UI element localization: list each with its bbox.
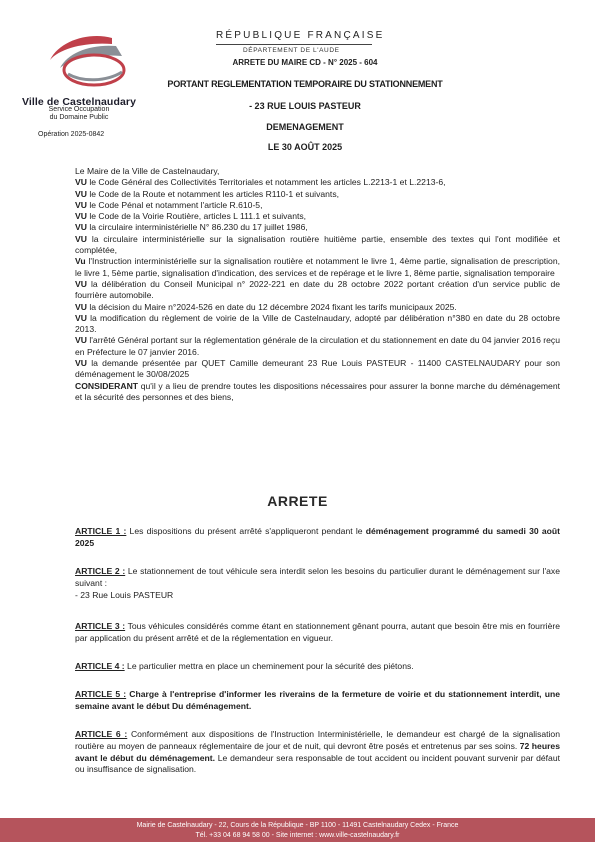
footer-bar (0, 818, 595, 842)
service-name (20, 106, 138, 122)
visa-label: CONSIDERANT (75, 380, 139, 391)
visa-item (75, 234, 560, 257)
visa-item (75, 302, 560, 313)
article-label: ARTICLE 3 : (75, 621, 126, 631)
visa-text: la demande présentée par QUET Camille demeurant 23 Rue Louis PASTEUR - 11400 CASTELNAUDARY pour son déménagement le 30/08/2025 (75, 358, 560, 380)
article-text: Tous véhicules considérés comme étant en stationnement gênant pourra, autant que besoin être mis en fourrière par application du présent arrêté et de la réglementation en vigueur. (75, 621, 561, 643)
article-bold-text: Charge à l'entreprise d'informer les riverains de la fermeture de voirie et du stationnement interdit, une semaine avant le début Du déménagement. (75, 689, 560, 711)
operation-number: Opération 2025-0842 (38, 131, 105, 138)
service-line-2: du Domaine Public (49, 114, 109, 121)
republique-header: RÉPUBLIQUE FRANÇAISE (216, 30, 385, 41)
visa-item (75, 358, 560, 381)
visa-item (75, 335, 560, 358)
article-text: Les dispositions du présent arrêté s'appliqueront pendant le (126, 526, 366, 536)
article-label: ARTICLE 5 : (75, 689, 127, 699)
article-text-end: Le demandeur sera responsable de tout accident ou incident pouvant survenir par défaut ou insuffisance de signalisation. (75, 752, 561, 775)
decree-type: DEMENAGEMENT (266, 122, 344, 132)
article-text: Le stationnement de tout véhicule sera interdit selon les besoins du particulier durant le déménagement sur l'axe suivant : (75, 566, 560, 588)
visas-block (75, 166, 560, 403)
city-name: Ville de Castelnaudary (21, 96, 137, 108)
visa-label: VU (75, 358, 87, 369)
footer-contact: Tél. +33 04 68 94 58 00 - Site internet : www.ville-castelnaudary.fr (195, 831, 400, 839)
decree-number: ARRETE DU MAIRE CD - N° 2025 - 604 (232, 58, 378, 67)
visa-item (75, 200, 560, 211)
visa-text: le Code de la Voirie Routière, articles L 111.1 et suivants, (86, 211, 307, 222)
visa-item (75, 256, 560, 279)
visa-text: le Code Général des Collectivités Territoriales et notamment les articles L.2213-1 et L.2213-6, (86, 177, 446, 188)
visa-text: la délibération du Conseil Municipal n° 2022-221 en date du 28 octobre 2022 portant création d'un service public de fourrière automobile. (75, 278, 560, 301)
article-label: ARTICLE 1 : (75, 526, 127, 536)
visa-label: VU (75, 233, 87, 244)
visa-item (75, 381, 560, 404)
visa-item (75, 189, 560, 200)
article-4 (75, 661, 560, 673)
article-3 (75, 621, 560, 645)
article-5 (75, 689, 560, 713)
visa-text: le Code Pénal et notamment l'article R.610-5, (86, 199, 263, 210)
visa-item (75, 313, 560, 336)
visa-text: qu'il y a lieu de prendre toutes les dispositions nécessaires pour assurer la bonne marche du déménagement et la sécurité des personnes et des biens, (75, 380, 560, 402)
decree-address: - 23 RUE LOUIS PASTEUR (249, 101, 361, 111)
visa-text: l'Instruction interministérielle sur la signalisation routière et notamment le livre 1, 4ème partie, signalisation de prescription, le livre 1, 5ème partie, signalisation d'indication, des services et de repérage et le livre 1, 8ème partie, signalisation temporaire (75, 256, 560, 278)
article-bold-text: 72 heures avant le début du déménagement. (75, 740, 560, 763)
visa-item (75, 279, 560, 302)
visa-label: VU (75, 188, 87, 199)
article-6 (75, 729, 560, 776)
article-2 (75, 566, 560, 601)
article-label: ARTICLE 4 : (75, 661, 125, 671)
visa-label: VU (75, 301, 87, 312)
article-text: Le particulier mettra en place un cheminement pour la sécurité des piétons. (124, 661, 414, 671)
visa-text: la décision du Maire n°2024-526 en date du 12 décembre 2024 fixant les tarifs municipaux 2025. (86, 301, 457, 312)
visa-text: la circulaire interministérielle N° 86.230 du 17 juillet 1986, (86, 222, 308, 233)
header-divider (216, 44, 372, 45)
visa-label: Vu (75, 256, 86, 267)
visa-label: VU (75, 177, 87, 188)
visa-item (75, 211, 560, 222)
article-text: Conformément aux dispositions de l'Instruction Interministérielle, le demandeur est chargé de la signalisation routière au moyen de panneaux réglementaire de jour et de nuit, qui devront être posés et entretenus par ses soins. (75, 729, 560, 751)
visas-list (75, 177, 560, 403)
visa-label: VU (75, 199, 87, 210)
city-logo (42, 30, 134, 96)
departement-header: DÉPARTEMENT DE L'AUDE (243, 47, 340, 54)
service-line-1: Service Occupation (48, 106, 110, 113)
visa-text: la circulaire interministérielle sur la signalisation routière huitième partie, ensemble des textes qui l'ont modifiée et complétée, (75, 233, 560, 256)
footer-address: Mairie de Castelnaudary - 22, Cours de la République - BP 1100 - 11491 Castelnaudary Cedex - France (136, 822, 459, 829)
visa-item (75, 222, 560, 233)
visa-label: VU (75, 211, 87, 222)
intro-line: Le Maire de la Ville de Castelnaudary, (75, 166, 220, 176)
visa-text: l'arrêté Général portant sur la réglementation générale de la circulation et du stationnement en date du 04 janvier 2016 reçu en Préfecture le 07 janvier 2016. (75, 335, 560, 357)
article-label: ARTICLE 6 : (75, 729, 128, 739)
visa-text: le Code de la Route et notamment les articles R110-1 et suivants, (86, 188, 340, 199)
decree-date: LE 30 AOÛT 2025 (267, 142, 343, 152)
visa-label: VU (75, 222, 87, 233)
visa-text: la modification du règlement de voirie de la Ville de Castelnaudary, adopté par délibération n°380 en date du 28 octobre 2013. (75, 312, 560, 335)
article-bold-text: déménagement programmé du samedi 30 août 2025 (75, 526, 560, 548)
article-address-item: - 23 Rue Louis PASTEUR (75, 589, 174, 600)
visa-label: VU (75, 278, 87, 289)
article-label: ARTICLE 2 : (75, 566, 126, 576)
arrete-heading: ARRETE (267, 493, 328, 509)
article-1 (75, 526, 560, 550)
visa-label: VU (75, 335, 87, 346)
decree-subject: PORTANT REGLEMENTATION TEMPORAIRE DU STATIONNEMENT (167, 79, 443, 89)
visa-item (75, 177, 560, 188)
visa-label: VU (75, 312, 87, 323)
